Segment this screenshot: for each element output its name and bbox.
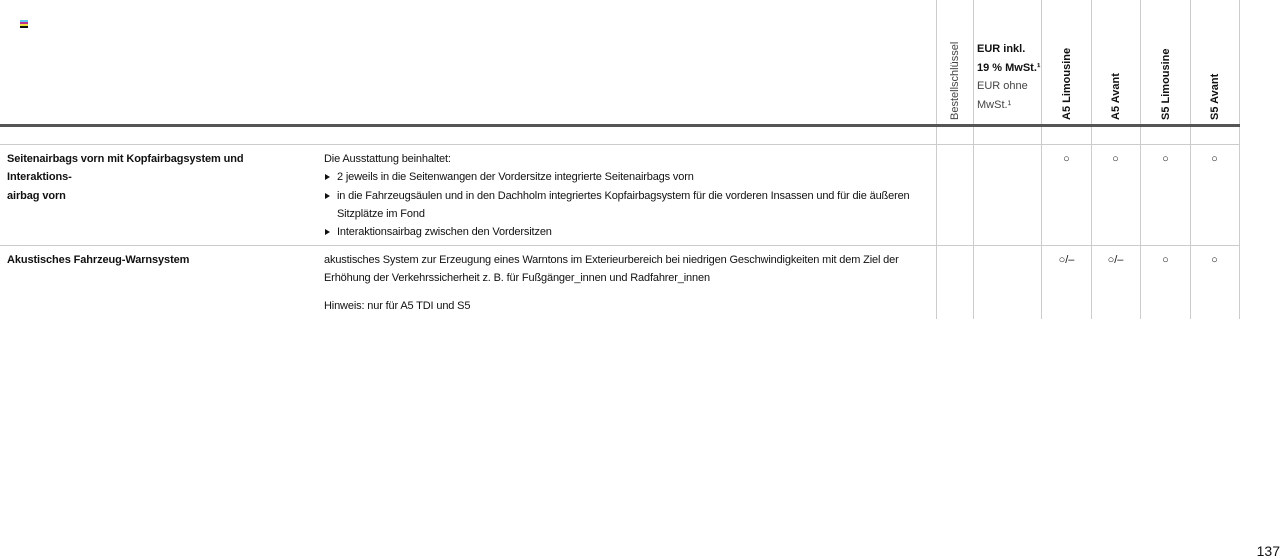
availability-mark: ○ [1063,153,1070,165]
color-bar-icon [20,20,28,28]
page-number: 137 [1256,543,1280,559]
price-excl-vat: MwSt.¹ [977,98,1012,111]
column-header-a5-limousine: A5 Limousine [1061,47,1073,120]
row-description: akustisches System zur Erzeugung eines Warntons im Exterieurbereich bei niedrigen Geschwindigkeiten mit dem Ziel der Erhöhung der Verkehrssicherheit z. B. für Fußgänger_innen und Radfahrer_innen Hinweis: nur für A5 TDI und S5 [324,251,930,315]
availability-mark: ○ [1211,153,1218,165]
column-header-price [977,40,1041,114]
availability-mark: ○/– [1058,254,1075,266]
column-header-s5-avant: S5 Avant [1209,73,1221,120]
price-excl: EUR ohne [977,80,1028,92]
availability-mark: ○ [1112,153,1119,165]
availability-mark: ○ [1162,254,1169,266]
row-title: Akustisches Fahrzeug-Warnsystem [7,254,190,266]
row-description: Die Ausstattung beinhaltet: 2 jeweils in die Seitenwangen der Vordersitze integrierte Seitenairbags vorn in die Fahrzeugsäulen und in den Dachholm integriertes Kopfairbagsystem für die vorderen Insassen und für die äußeren Sitzplätze im Fond Interaktionsairbag zwischen den Vordersitzen [324,150,930,241]
price-incl-vat: 19 % MwSt.¹ [977,61,1041,74]
availability-mark: ○ [1162,153,1169,165]
availability-mark: ○ [1211,254,1218,266]
column-header-s5-limousine: S5 Limousine [1160,48,1172,120]
table-row [0,245,1240,319]
row-title: Seitenairbags vorn mit Kopfairbagsystem und Interaktions- airbag vorn [7,153,244,202]
price-incl: EUR inkl. [977,43,1026,55]
column-header-order-key: Bestellschlüssel [949,41,961,120]
feature-table [0,144,1240,319]
availability-mark: ○/– [1107,254,1124,266]
table-row [0,144,1240,245]
column-header-a5-avant: A5 Avant [1110,73,1122,120]
header-rule [0,124,1240,127]
row-note: Hinweis: nur für A5 TDI und S5 [324,299,471,312]
